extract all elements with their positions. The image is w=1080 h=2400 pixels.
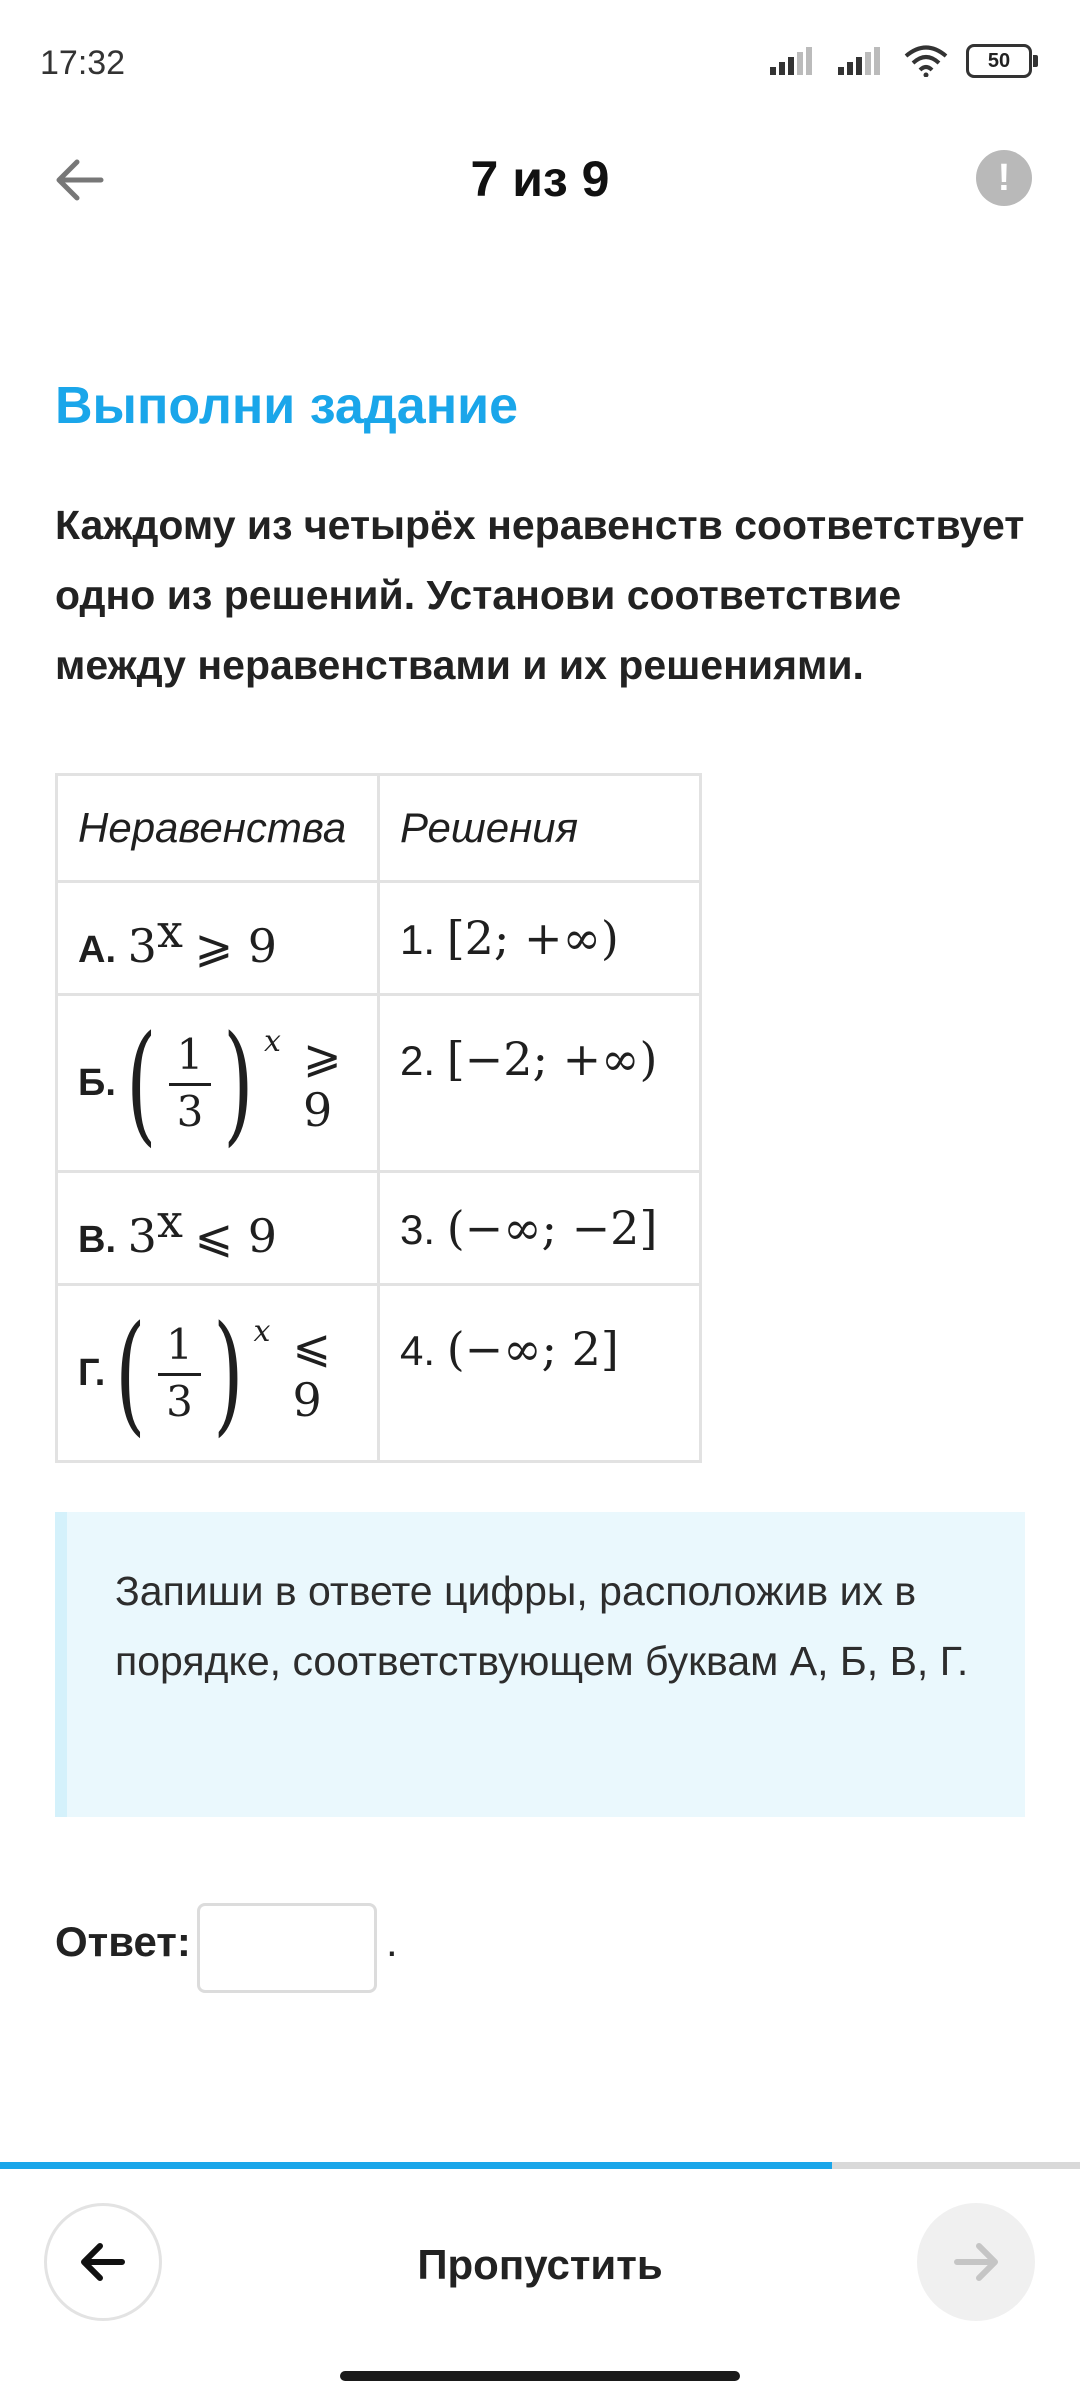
skip-button[interactable]: Пропустить xyxy=(417,2241,663,2288)
inequality-expression xyxy=(78,1007,357,1159)
arrow-right-icon xyxy=(953,2242,999,2282)
inequality-exponent: x xyxy=(264,1024,281,1059)
exclamation-icon[interactable]: ! xyxy=(976,150,1032,206)
solution-number: 4. xyxy=(400,1327,436,1374)
battery-icon xyxy=(966,44,1032,78)
solution-interval: (−∞; −2] xyxy=(446,1201,658,1255)
solution-interval: [2; +∞) xyxy=(446,911,619,965)
progress-fill xyxy=(0,2162,832,2169)
inequality-exponent: x xyxy=(156,1193,183,1248)
table-header-row xyxy=(57,775,701,882)
answer-input[interactable] xyxy=(197,1903,377,1993)
answer-label: Ответ: xyxy=(55,1918,191,1965)
page-title: 7 из 9 xyxy=(470,151,610,207)
solution-cell xyxy=(379,995,701,1172)
inequality-exponent: x xyxy=(253,1314,271,1349)
fraction xyxy=(169,1029,212,1138)
inequality-cell xyxy=(57,1285,379,1462)
solution-cell xyxy=(379,882,701,995)
table-row xyxy=(57,882,701,995)
fraction-numerator: 1 xyxy=(169,1029,212,1086)
inequality-relation: ⩽ 9 xyxy=(194,1208,278,1263)
inequality-base: 3 xyxy=(127,918,157,973)
solution-number: 1. xyxy=(400,916,436,963)
fraction xyxy=(158,1319,201,1428)
row-letter: Б. xyxy=(78,1061,116,1104)
inequality-expression xyxy=(78,1297,357,1449)
inequality-base: 3 xyxy=(127,1208,157,1263)
solution-interval: [−2; +∞) xyxy=(446,1032,658,1086)
signal-icon xyxy=(836,47,886,75)
inequality-cell xyxy=(57,882,379,995)
fraction-denominator: 3 xyxy=(176,1086,204,1136)
column-header: Решения xyxy=(379,775,701,882)
right-paren: ) xyxy=(212,1297,244,1449)
status-icons xyxy=(768,44,1032,78)
status-time: 17:32 xyxy=(40,44,126,82)
right-paren: ) xyxy=(223,1007,254,1159)
hint-text: Запиши в ответе цифры, расположив их в порядке, соответствующем буквам А, Б, В, Г. xyxy=(115,1568,969,1684)
row-letter: Г. xyxy=(78,1351,106,1394)
row-letter: В. xyxy=(78,1218,116,1261)
next-button[interactable] xyxy=(917,2203,1035,2321)
inequality-cell xyxy=(57,995,379,1172)
home-indicator xyxy=(340,2371,740,2381)
solution-number: 2. xyxy=(400,1037,436,1084)
inequality-exponent: x xyxy=(156,903,183,958)
left-paren: ( xyxy=(126,1007,157,1159)
hint-box xyxy=(55,1512,1025,1817)
inequality-relation: ⩾ 9 xyxy=(194,918,278,973)
solution-interval: (−∞; 2] xyxy=(446,1322,619,1376)
task-heading: Выполни задание xyxy=(55,377,518,435)
fraction-numerator: 1 xyxy=(158,1319,201,1376)
answer-period: . xyxy=(386,1918,398,1965)
task-text: Каждому из четырёх неравенств соответствует одно из решений. Установи соответствие между неравенствами и их решениями. xyxy=(55,502,1025,688)
matching-table xyxy=(55,773,702,1463)
battery-level: 50 xyxy=(987,49,1011,72)
table-row xyxy=(57,1285,701,1462)
inequality-cell xyxy=(57,1172,379,1285)
left-paren: ( xyxy=(115,1297,146,1449)
fraction-denominator: 3 xyxy=(166,1376,193,1426)
row-letter: А. xyxy=(78,928,116,971)
signal-icon xyxy=(768,47,818,75)
table-row xyxy=(57,1172,701,1285)
inequality-relation: ⩽ 9 xyxy=(292,1319,331,1427)
solution-number: 3. xyxy=(400,1206,436,1253)
solution-cell xyxy=(379,1172,701,1285)
table-row xyxy=(57,995,701,1172)
inequality-relation: ⩾ 9 xyxy=(302,1029,342,1137)
wifi-icon xyxy=(904,45,948,77)
progress-bar xyxy=(0,2162,1080,2169)
solution-cell xyxy=(379,1285,701,1462)
column-header: Неравенства xyxy=(57,775,379,882)
